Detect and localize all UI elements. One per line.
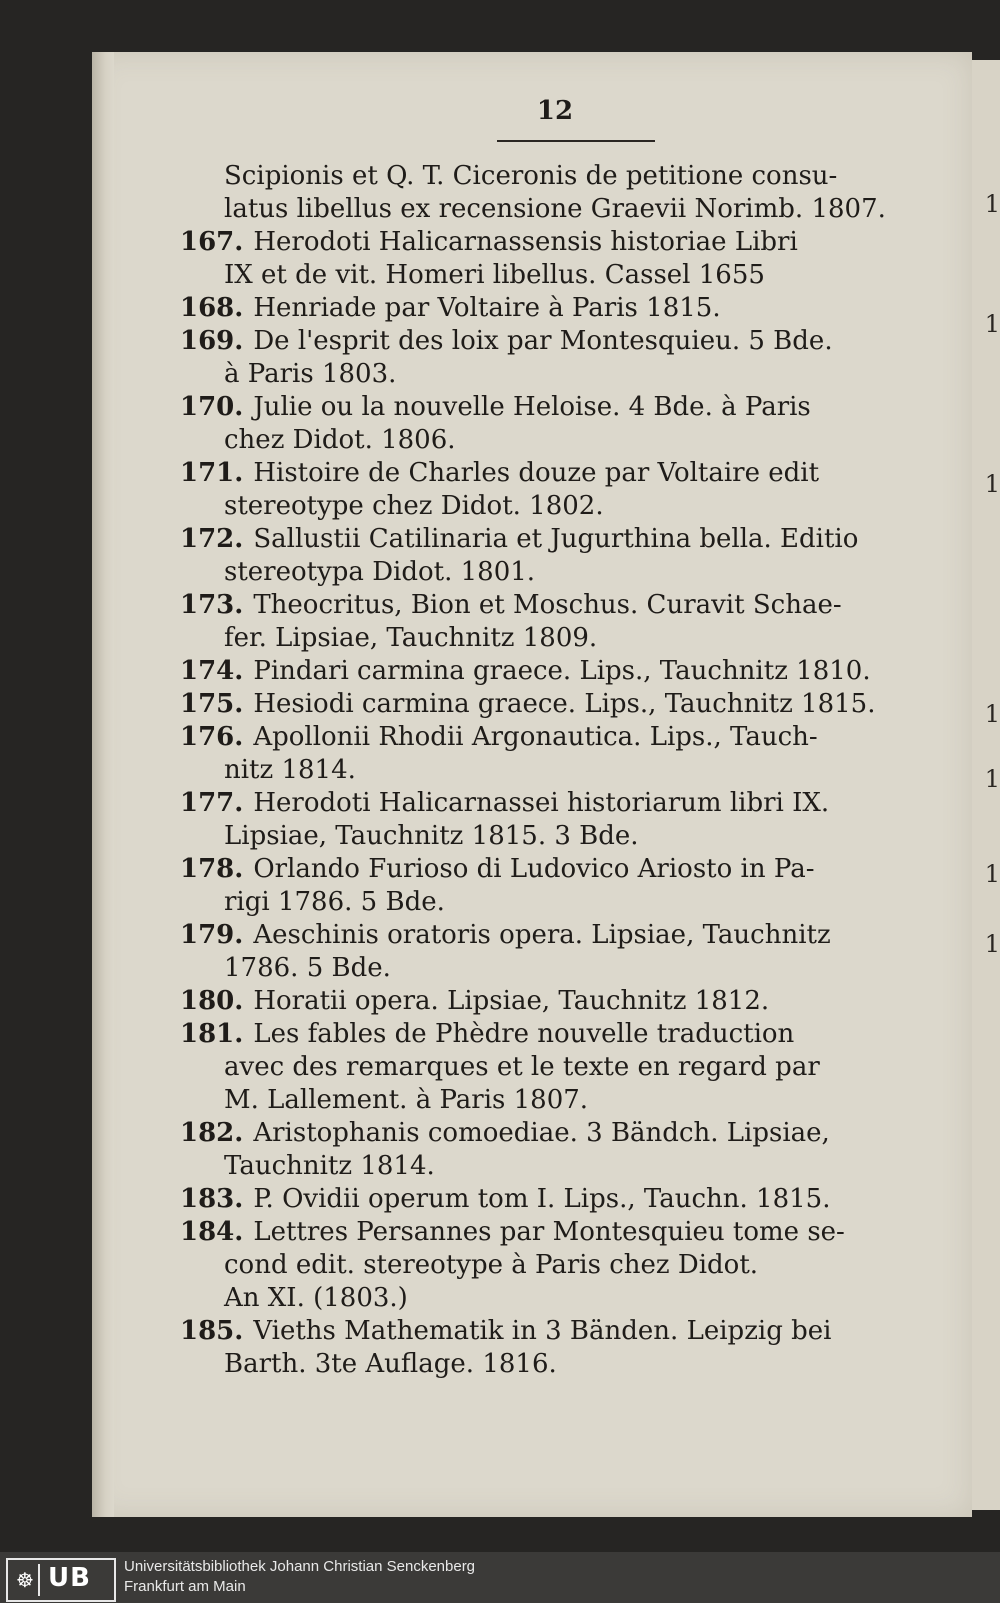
entry-text: Aeschinis oratoris opera. Lipsiae, Tauchnitz [253,920,831,950]
list-item [180,985,930,1018]
entry-text: 1786. 5 Bde. [224,953,391,983]
entry-text: cond edit. stereotype à Paris chez Didot. [224,1250,759,1280]
entry-text: De l'esprit des loix par Montesquieu. 5 Bde. [253,326,833,356]
entry-number: 175. [180,689,244,719]
entry-text: Tauchnitz 1814. [224,1151,435,1181]
list-item [180,853,930,919]
entry-text: avec des remarques et le texte en regard par [224,1052,820,1082]
entry-line [180,622,930,655]
entry-text: Sallustii Catilinaria et Jugurthina bella. Editio [253,524,859,554]
entry-text: Henriade par Voltaire à Paris 1815. [253,293,721,323]
list-item [180,226,930,292]
entry-line [180,1249,930,1282]
entry-line [180,1084,930,1117]
facing-page-mark: 1 [984,700,1000,728]
list-item [180,523,930,589]
entry-text: Apollonii Rhodii Argonautica. Lips., Tauch- [253,722,818,752]
entry-number: 174. [180,656,244,686]
entry-line [180,325,930,358]
entry-line [180,952,930,985]
entry-number: 169. [180,326,244,356]
list-item [180,919,930,985]
list-item [180,391,930,457]
library-name: Universitätsbibliothek Johann Christian Senckenberg [124,1558,476,1575]
entry-line [180,457,930,490]
entry-number: 168. [180,293,244,323]
facing-page-mark: 1 [984,930,1000,958]
entry-line [180,391,930,424]
entry-text: latus libellus ex recensione Graevii Norimb. 1807. [224,194,886,224]
footer-bar [0,1552,1000,1603]
entry-line [180,424,930,457]
list-item [180,1117,930,1183]
entry-line [180,919,930,952]
page-number: 12 [536,96,574,126]
list-item [180,457,930,523]
entry-line [180,1150,930,1183]
list-item [180,1183,930,1216]
header-rule [497,140,655,142]
entry-line [180,1282,930,1315]
entry-text: Lettres Persannes par Montesquieu tome se- [253,1217,845,1247]
list-item [180,292,930,325]
list-item [180,160,930,226]
entry-text: Lipsiae, Tauchnitz 1815. 3 Bde. [224,821,639,851]
entry-number: 176. [180,722,244,752]
footer-text [124,1557,475,1597]
library-logo[interactable] [6,1558,116,1602]
list-item [180,1018,930,1117]
entry-number: 178. [180,854,244,884]
entry-text: Vieths Mathematik in 3 Bänden. Leipzig bei [253,1316,832,1346]
entry-line [180,886,930,919]
entry-number: 173. [180,590,244,620]
list-item [180,787,930,853]
facing-page-mark: 1 [984,190,1000,218]
entry-number: 177. [180,788,244,818]
entry-line [180,193,930,226]
entry-text: Barth. 3te Auflage. 1816. [224,1349,557,1379]
entry-text: à Paris 1803. [224,359,397,389]
entry-line [180,688,930,721]
entry-line [180,292,930,325]
entry-line [180,358,930,391]
facing-page-mark: 1 [984,470,1000,498]
entry-line [180,1018,930,1051]
entry-text: Herodoti Halicarnassensis historiae Libri [253,227,798,257]
entry-line [180,1216,930,1249]
entry-line [180,259,930,292]
entry-line [180,589,930,622]
entry-list [180,160,930,1381]
entry-line [180,1051,930,1084]
entry-text: Pindari carmina graece. Lips., Tauchnitz 1810. [253,656,871,686]
entry-text: stereotype chez Didot. 1802. [224,491,604,521]
list-item [180,589,930,655]
list-item [180,1216,930,1315]
entry-text: Theocritus, Bion et Moschus. Curavit Schae- [253,590,842,620]
entry-text: rigi 1786. 5 Bde. [224,887,445,917]
entry-number: 167. [180,227,244,257]
entry-text: chez Didot. 1806. [224,425,456,455]
list-item [180,325,930,391]
entry-text: Orlando Furioso di Ludovico Ariosto in Pa- [253,854,815,884]
entry-text: Les fables de Phèdre nouvelle traduction [253,1019,795,1049]
entry-line [180,1315,930,1348]
entry-line [180,985,930,1018]
entry-number: 184. [180,1217,244,1247]
entry-line [180,523,930,556]
entry-line [180,1183,930,1216]
entry-text: Horatii opera. Lipsiae, Tauchnitz 1812. [253,986,770,1016]
list-item [180,721,930,787]
entry-number: 180. [180,986,244,1016]
entry-text: Scipionis et Q. T. Ciceronis de petitione consu- [224,161,838,191]
list-item [180,655,930,688]
page-edge [92,52,114,1517]
entry-text: Aristophanis comoediae. 3 Bändch. Lipsiae, [253,1118,830,1148]
facing-page-mark: 1 [984,765,1000,793]
entry-number: 179. [180,920,244,950]
entry-line [180,655,930,688]
entry-number: 181. [180,1019,244,1049]
entry-line [180,160,930,193]
library-seal-icon: ☸ [12,1564,40,1596]
entry-text: M. Lallement. à Paris 1807. [224,1085,589,1115]
entry-text: Histoire de Charles douze par Voltaire edit [253,458,820,488]
entry-number: 172. [180,524,244,554]
entry-line [180,556,930,589]
entry-number: 170. [180,392,244,422]
entry-line [180,787,930,820]
entry-line [180,721,930,754]
logo-text: UB [48,1563,91,1593]
entry-line [180,226,930,259]
entry-line [180,754,930,787]
entry-text: Herodoti Halicarnassei historiarum libri IX. [253,788,830,818]
facing-page-mark: 1 [984,860,1000,888]
entry-line [180,820,930,853]
entry-text: nitz 1814. [224,755,356,785]
entry-text: P. Ovidii operum tom I. Lips., Tauchn. 1815. [253,1184,831,1214]
entry-number: 185. [180,1316,244,1346]
entry-text: stereotypa Didot. 1801. [224,557,536,587]
list-item [180,688,930,721]
entry-text: Hesiodi carmina graece. Lips., Tauchnitz 1815. [253,689,876,719]
entry-line [180,490,930,523]
library-city: Frankfurt am Main [124,1578,246,1595]
entry-text: Julie ou la nouvelle Heloise. 4 Bde. à Paris [253,392,811,422]
entry-number: 171. [180,458,244,488]
list-item [180,1315,930,1381]
entry-line [180,853,930,886]
entry-number: 182. [180,1118,244,1148]
entry-line [180,1348,930,1381]
entry-number: 183. [180,1184,244,1214]
facing-page-mark: 1 [984,310,1000,338]
entry-text: An XI. (1803.) [224,1283,408,1313]
entry-text: IX et de vit. Homeri libellus. Cassel 1655 [224,260,765,290]
entry-text: fer. Lipsiae, Tauchnitz 1809. [224,623,598,653]
entry-line [180,1117,930,1150]
